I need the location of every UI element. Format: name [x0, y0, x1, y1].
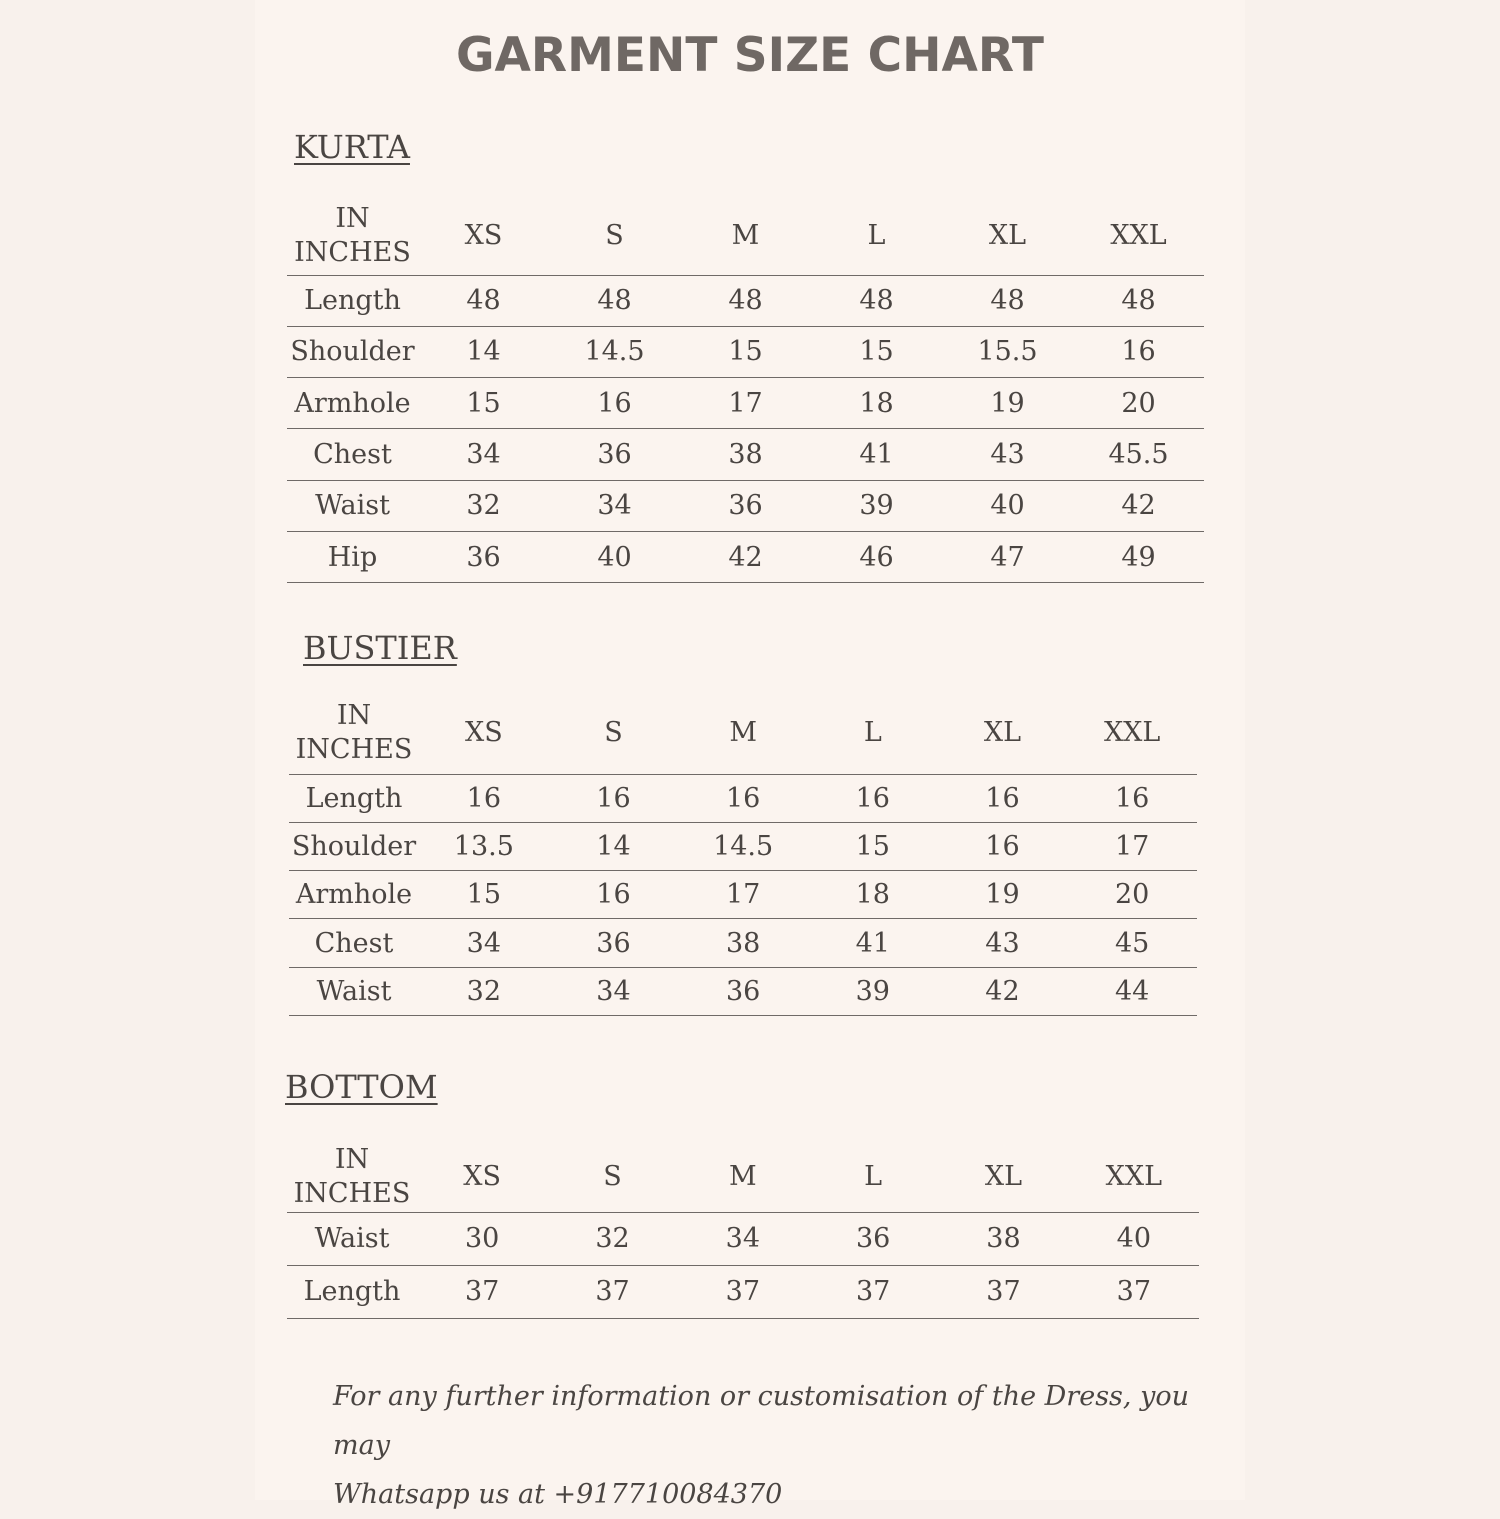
unit-label-line2: INCHES: [294, 236, 411, 268]
measurement-value: 46: [859, 541, 894, 573]
measurement-value: 34: [466, 439, 501, 471]
size-header: M: [728, 1161, 757, 1193]
contact-note-line1: For any further information or customisation of the Dress, you may: [333, 1381, 1189, 1461]
measurement-label: Length: [303, 1276, 401, 1307]
table-row: [289, 774, 1197, 822]
measurement-value: 49: [1121, 541, 1156, 573]
measurement-value: 14.5: [713, 830, 774, 862]
size-header: XS: [463, 1161, 502, 1193]
measurement-value: 16: [597, 387, 632, 419]
measurement-label: Length: [305, 782, 403, 814]
measurement-value: 32: [595, 1223, 630, 1254]
size-header: S: [605, 220, 624, 252]
kurta-size-table: [287, 197, 1204, 583]
measurement-label: Shoulder: [290, 336, 415, 368]
size-header: XL: [984, 1161, 1023, 1193]
measurement-value: 48: [859, 285, 894, 317]
measurement-value: 40: [990, 490, 1025, 522]
measurement-value: 37: [464, 1276, 500, 1307]
measurement-value: 36: [855, 1223, 891, 1254]
measurement-value: 41: [859, 439, 894, 471]
table-row: [287, 429, 1204, 480]
size-header: XXL: [1110, 220, 1167, 252]
measurement-value: 15: [859, 336, 894, 368]
measurement-label: Chest: [314, 927, 394, 959]
bottom-size-table: [287, 1142, 1199, 1319]
measurement-value: 43: [990, 439, 1025, 471]
measurement-value: 42: [728, 541, 763, 573]
measurement-value: 38: [986, 1223, 1021, 1254]
table-row: [287, 378, 1204, 429]
measurement-value: 42: [1121, 490, 1156, 522]
size-header: XXL: [1105, 1161, 1162, 1193]
size-header: M: [731, 220, 760, 252]
measurement-value: 36: [596, 927, 631, 959]
measurement-value: 48: [990, 285, 1025, 317]
measurement-value: 16: [725, 782, 761, 814]
size-header: XXL: [1103, 717, 1161, 749]
measurement-value: 44: [1114, 975, 1150, 1007]
measurement-label: Hip: [327, 541, 378, 573]
measurement-value: 16: [1114, 782, 1150, 814]
measurement-value: 47: [990, 541, 1025, 573]
measurement-value: 48: [597, 285, 632, 317]
page-title: GARMENT SIZE CHART: [455, 28, 1044, 83]
table-row: [289, 967, 1197, 1015]
unit-label: [287, 197, 418, 275]
header-row: [287, 197, 1204, 275]
measurement-value: 16: [985, 782, 1020, 814]
measurement-value: 14: [596, 830, 631, 862]
measurement-value: 38: [728, 439, 763, 471]
measurement-value: 16: [855, 782, 890, 814]
measurement-value: 17: [728, 387, 763, 419]
measurement-value: 37: [725, 1276, 760, 1307]
unit-label-line1: IN: [336, 699, 372, 731]
contact-note-line2: Whatsapp us at +917710084370: [333, 1479, 783, 1510]
measurement-value: 32: [466, 490, 501, 522]
size-header: XS: [464, 220, 503, 252]
measurement-value: 14.5: [584, 336, 645, 368]
size-header: L: [863, 717, 882, 749]
measurement-value: 17: [725, 879, 761, 911]
measurement-value: 16: [596, 782, 631, 814]
measurement-value: 34: [466, 927, 501, 959]
measurement-value: 16: [466, 782, 501, 814]
bottom-heading: BOTTOM: [285, 1068, 438, 1106]
measurement-value: 14: [466, 336, 501, 368]
measurement-value: 38: [725, 927, 761, 959]
table-row: [287, 1265, 1199, 1318]
table-row: [287, 275, 1204, 326]
measurement-value: 16: [1121, 336, 1156, 368]
measurement-value: 13.5: [453, 830, 514, 862]
table-row: [289, 919, 1197, 967]
bustier-heading: BUSTIER: [303, 629, 457, 667]
size-header: S: [603, 1161, 622, 1193]
measurement-value: 15: [728, 336, 763, 368]
measurement-value: 48: [1121, 285, 1156, 317]
table-row: [287, 480, 1204, 531]
size-header: XL: [983, 717, 1022, 749]
measurement-value: 37: [986, 1276, 1021, 1307]
measurement-value: 37: [1116, 1276, 1151, 1307]
measurement-value: 42: [985, 975, 1020, 1007]
unit-label: [287, 1142, 417, 1212]
measurement-value: 36: [466, 541, 501, 573]
size-header: XL: [988, 220, 1027, 252]
measurement-value: 34: [725, 1223, 760, 1254]
size-header: L: [867, 220, 886, 252]
measurement-value: 37: [855, 1276, 891, 1307]
unit-label: [289, 692, 419, 774]
measurement-value: 43: [985, 927, 1020, 959]
table-row: [287, 326, 1204, 377]
measurement-value: 45: [1114, 927, 1150, 959]
measurement-value: 34: [596, 975, 631, 1007]
unit-label-line2: INCHES: [295, 733, 413, 765]
measurement-value: 36: [725, 975, 761, 1007]
measurement-value: 32: [466, 975, 501, 1007]
measurement-value: 36: [597, 439, 632, 471]
unit-label-line1: IN: [335, 202, 370, 234]
size-header: XS: [464, 717, 503, 749]
measurement-label: Armhole: [295, 879, 413, 911]
unit-label-line1: IN: [334, 1143, 370, 1175]
measurement-value: 15: [466, 879, 501, 911]
measurement-value: 40: [1116, 1223, 1151, 1254]
measurement-value: 19: [985, 879, 1020, 911]
table-row: [287, 531, 1204, 582]
measurement-value: 15.5: [977, 336, 1038, 368]
size-header: M: [729, 717, 757, 749]
table-row: [289, 822, 1197, 870]
measurement-value: 20: [1121, 387, 1156, 419]
measurement-value: 48: [466, 285, 501, 317]
measurement-value: 39: [855, 975, 890, 1007]
measurement-label: Waist: [316, 975, 392, 1007]
measurement-value: 15: [466, 387, 501, 419]
size-header: L: [864, 1161, 883, 1193]
header-row: [289, 692, 1197, 774]
kurta-heading: KURTA: [294, 128, 410, 166]
measurement-label: Shoulder: [291, 830, 417, 862]
measurement-label: Chest: [313, 439, 392, 471]
measurement-value: 41: [855, 927, 890, 959]
measurement-value: 16: [985, 830, 1020, 862]
measurement-value: 18: [855, 879, 890, 911]
measurement-value: 39: [859, 490, 894, 522]
measurement-value: 30: [464, 1223, 500, 1254]
header-row: [287, 1142, 1199, 1212]
measurement-label: Armhole: [294, 387, 411, 419]
measurement-value: 45.5: [1108, 439, 1169, 471]
measurement-value: 48: [728, 285, 763, 317]
bustier-size-table: [289, 692, 1197, 1016]
measurement-label: Waist: [314, 1223, 390, 1254]
measurement-value: 20: [1114, 879, 1150, 911]
measurement-label: Waist: [315, 490, 390, 522]
table-row: [287, 1212, 1199, 1265]
measurement-value: 18: [859, 387, 894, 419]
table-row: [289, 871, 1197, 919]
measurement-value: 19: [990, 387, 1025, 419]
measurement-value: 36: [728, 490, 763, 522]
measurement-value: 37: [595, 1276, 630, 1307]
size-header: S: [604, 717, 623, 749]
contact-note: [333, 1372, 1233, 1519]
measurement-value: 34: [597, 490, 632, 522]
measurement-value: 16: [596, 879, 631, 911]
measurement-label: Length: [304, 285, 401, 317]
measurement-value: 15: [855, 830, 890, 862]
measurement-value: 40: [597, 541, 632, 573]
unit-label-line2: INCHES: [293, 1177, 411, 1209]
measurement-value: 17: [1114, 830, 1150, 862]
